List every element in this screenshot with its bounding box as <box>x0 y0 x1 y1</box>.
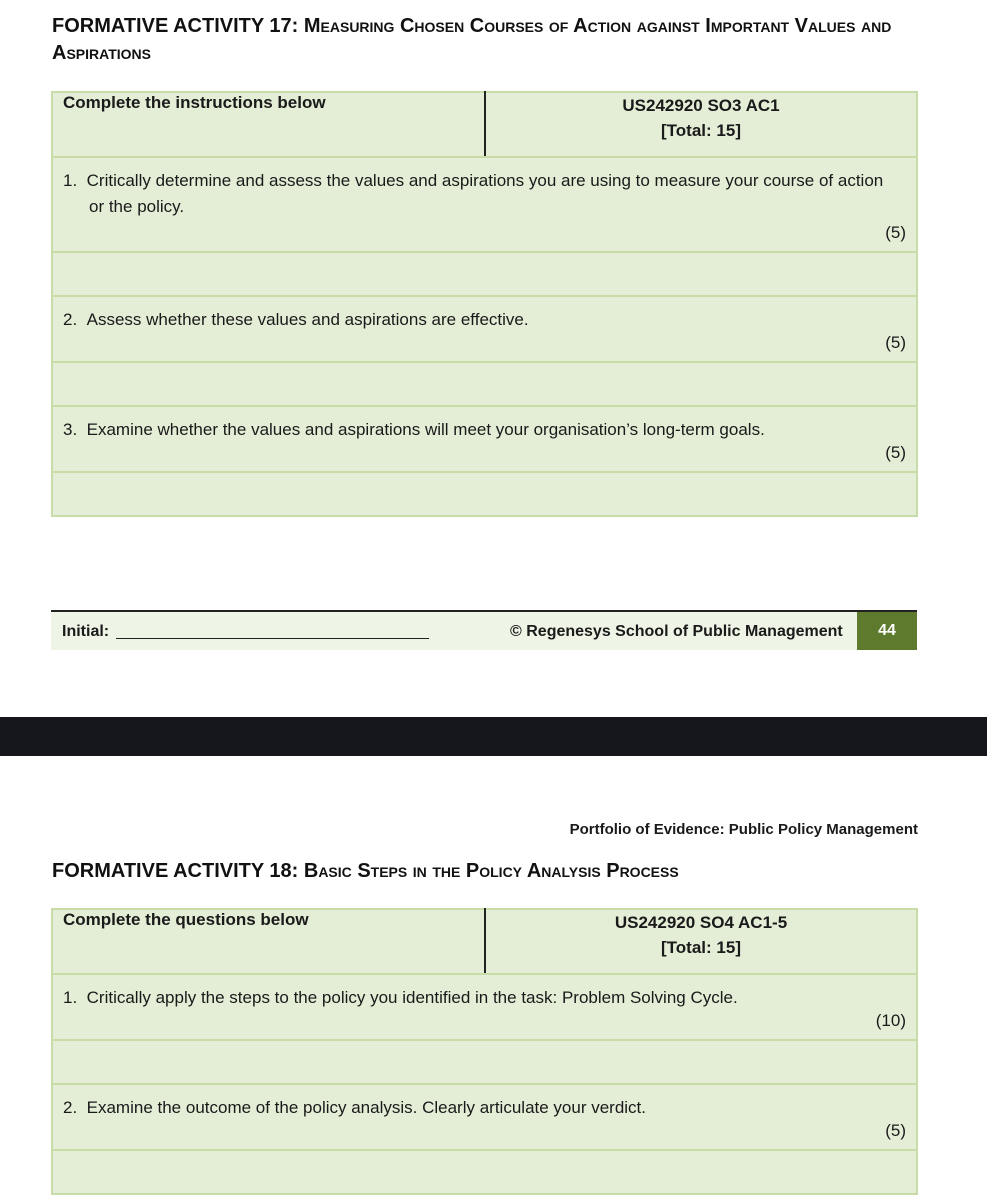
answer-row <box>52 1040 917 1084</box>
question-row <box>52 1084 917 1150</box>
answer-space[interactable] <box>52 252 917 296</box>
answer-space[interactable] <box>52 1040 917 1084</box>
activity-17-heading-title: Measuring Chosen Courses of Action against Important Values and Aspirations <box>52 15 892 64</box>
activity-18-heading <box>52 858 927 885</box>
question-1 <box>52 157 917 252</box>
page-divider-band <box>0 717 987 756</box>
header-total: [Total: 15] <box>661 121 741 140</box>
running-header: Portfolio of Evidence: Public Policy Management <box>569 821 918 838</box>
question-text: Examine the outcome of the policy analysis. Clearly articulate your verdict. <box>86 1098 647 1117</box>
question-marks: (5) <box>885 443 906 462</box>
initial-signature-line <box>116 638 429 639</box>
question-2 <box>52 296 917 362</box>
header-instructions: Complete the instructions below <box>52 92 485 157</box>
initial-label: Initial: <box>62 623 110 640</box>
header-instructions: Complete the questions below <box>52 909 485 974</box>
question-1 <box>52 974 917 1040</box>
table-header-row <box>52 909 917 974</box>
question-2 <box>52 1084 917 1150</box>
question-number: 2. <box>63 310 78 329</box>
question-number: 1. <box>63 171 78 190</box>
question-row <box>52 974 917 1040</box>
question-number: 3. <box>63 420 78 439</box>
table-header-row <box>52 92 917 157</box>
header-outcome-code <box>485 909 917 974</box>
question-row <box>52 406 917 472</box>
answer-space[interactable] <box>52 362 917 406</box>
header-code: US242920 SO4 AC1-5 <box>614 913 788 932</box>
question-marks: (10) <box>875 1011 906 1030</box>
answer-space[interactable] <box>52 472 917 516</box>
activity-18-table <box>51 908 918 1195</box>
answer-row <box>52 252 917 296</box>
header-code: US242920 SO3 AC1 <box>622 96 780 115</box>
answer-row <box>52 472 917 516</box>
question-text: Examine whether the values and aspirations will meet your organisation’s long-term goals. <box>86 420 765 439</box>
answer-space[interactable] <box>52 1150 917 1194</box>
answer-row <box>52 1150 917 1194</box>
question-text: Assess whether these values and aspirations are effective. <box>86 310 529 329</box>
answer-row <box>52 362 917 406</box>
question-marks: (5) <box>885 1121 906 1140</box>
activity-18-heading-prefix: FORMATIVE ACTIVITY 18: <box>52 860 304 882</box>
header-outcome-code <box>485 92 917 157</box>
activity-18-heading-title: Basic Steps in the Policy Analysis Process <box>303 860 679 882</box>
question-marks: (5) <box>885 333 906 352</box>
activity-17-heading-prefix: FORMATIVE ACTIVITY 17: <box>52 15 304 37</box>
header-total: [Total: 15] <box>661 938 741 957</box>
activity-17-heading <box>52 13 927 67</box>
question-text: Critically apply the steps to the policy you identified in the task: Problem Solving Cycle. <box>86 988 738 1007</box>
page-number-badge: 44 <box>857 612 917 650</box>
activity-17-table <box>51 91 918 517</box>
question-row <box>52 296 917 362</box>
question-3 <box>52 406 917 472</box>
question-marks: (5) <box>885 223 906 242</box>
copyright-text: © Regenesys School of Public Management <box>510 623 843 640</box>
question-number: 1. <box>63 988 78 1007</box>
question-text: Critically determine and assess the values and aspirations you are using to measure your course of action or the policy. <box>86 171 884 216</box>
question-row <box>52 157 917 252</box>
page-footer <box>51 610 917 650</box>
question-number: 2. <box>63 1098 78 1117</box>
